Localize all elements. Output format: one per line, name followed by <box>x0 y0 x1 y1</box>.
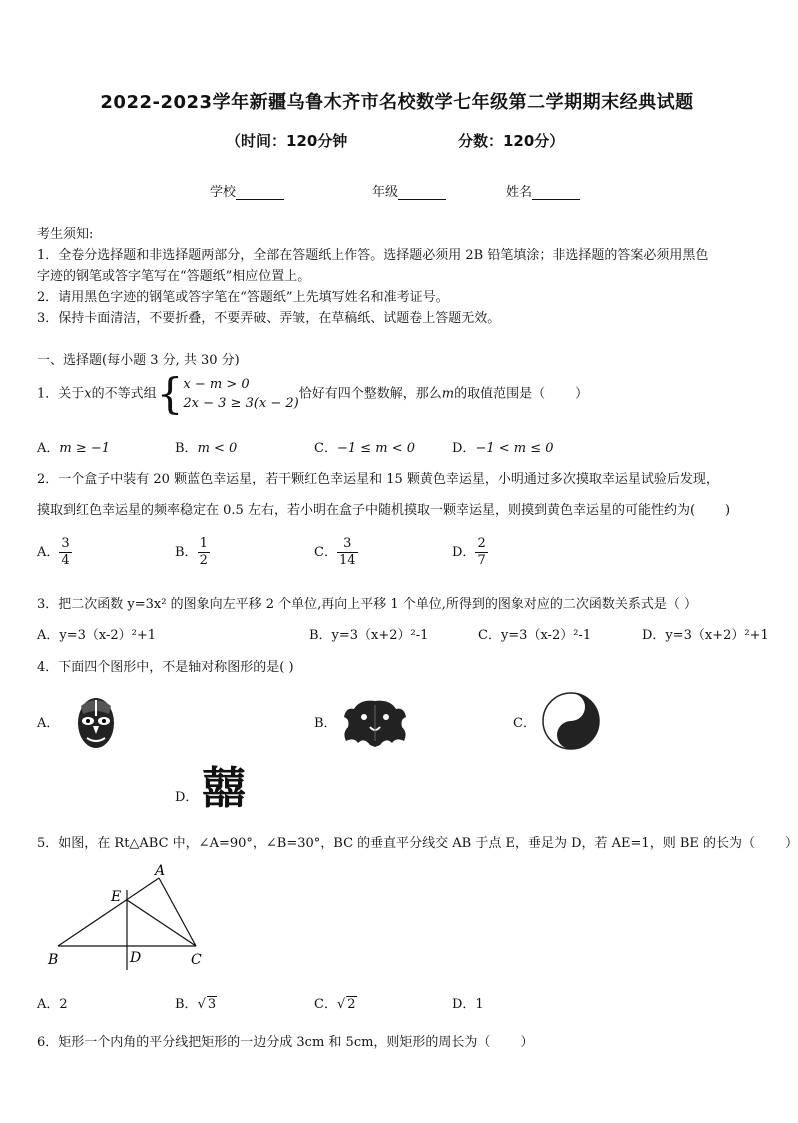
q1-option-b[interactable]: B．m < 0 <box>175 441 238 456</box>
q5-option-a[interactable]: A．2 <box>37 997 68 1012</box>
q2-option-c[interactable]: C． $\frac{3}{14}$ <box>314 536 356 568</box>
q4-option-a-label[interactable]: A． <box>37 716 60 731</box>
triangle-figure <box>44 860 219 975</box>
label-e: E <box>111 889 122 905</box>
note-1b: 字迹的钢笔或答字笔写在“答题纸”相应位置上。 <box>37 269 311 284</box>
q5-option-d[interactable]: D．1 <box>452 997 484 1012</box>
q4-option-b-label[interactable]: B． <box>314 716 337 731</box>
double-happiness-icon[interactable]: 囍 <box>202 763 246 814</box>
note-3: 3．保持卡面清洁，不要折叠，不要弄破、弄皱，在草稿纸、试题卷上答题无效。 <box>37 311 501 326</box>
q2-option-d[interactable]: D． $\frac{2}{7}$ <box>452 536 486 568</box>
question-3: 3．把二次函数 y=3x² 的图象向左平移 2 个单位,再向上平移 1 个单位,所得到的图象对应的二次函数关系式是（ ） <box>37 597 698 612</box>
q4-option-c-label[interactable]: C． <box>513 716 536 731</box>
question-5: 5．如图，在 Rt△ABC 中，∠A=90°，∠B=30°，BC 的垂直平分线交 AB 于点 E，垂足为 D，若 AE=1，则 BE 的长为（ ） <box>37 836 798 851</box>
label-b: B <box>48 952 59 968</box>
q1-option-d[interactable]: D．−1 < m ≤ 0 <box>452 441 554 456</box>
q2-option-a[interactable]: A． $\frac{3}{4}$ <box>37 536 70 568</box>
note-1a: 1．全卷分选择题和非选择题两部分，全部在答题纸上作答。选择题必须用 2B 铅笔填涂；非选择题的答案必须用黑色 <box>37 248 709 263</box>
school-field: 学校 <box>210 181 284 200</box>
q1-option-c[interactable]: C．−1 ≤ m < 0 <box>314 441 416 456</box>
note-2: 2．请用黑色字迹的钢笔或答字笔在“答题纸”上先填写姓名和准考证号。 <box>37 290 449 305</box>
q3-option-d[interactable]: D．y=3（x+2）²+1 <box>642 628 769 643</box>
question-2-line2: 摸取到红色幸运星的频率稳定在 0.5 左右，若小明在盒子中随机摸取一颗幸运星，则摸到黄色幸运星的可能性约为( ) <box>37 503 731 518</box>
question-6: 6．矩形一个内角的平分线把矩形的一边分成 3cm 和 5cm，则矩形的周长为（ ） <box>37 1035 534 1050</box>
label-a: A <box>155 863 166 879</box>
segment-ba <box>58 878 159 946</box>
name-field: 姓名 <box>506 181 580 200</box>
question-4: 4．下面四个图形中，不是轴对称图形的是( ) <box>37 660 294 675</box>
label-d: D <box>130 950 142 966</box>
q3-option-b[interactable]: B．y=3（x+2）²-1 <box>309 628 429 643</box>
q3-option-c[interactable]: C．y=3（x-2）²-1 <box>478 628 592 643</box>
q2-option-b[interactable]: B． $\frac{1}{2}$ <box>175 536 208 568</box>
section-heading: 一、选择题(每小题 3 分, 共 30 分) <box>37 353 240 368</box>
yin-yang-icon[interactable] <box>541 691 601 751</box>
question-1: 1．关于x的不等式组{ x − m > 0 2x − 3 ≥ 3(x − 2) 恰好有四个整数解，那么m的取值范围是（ ） <box>37 369 589 418</box>
segment-ac <box>159 878 196 946</box>
question-2-line1: 2．一个盒子中装有 20 颗蓝色幸运星，若干颗红色幸运星和 15 颗黄色幸运星，小明通过多次摸取幸运星试验后发现， <box>37 472 719 487</box>
exam-score: 分数：120分） <box>458 132 565 150</box>
segment-ec <box>127 900 196 946</box>
grade-field: 年级 <box>372 181 446 200</box>
q1-option-a[interactable]: A．m ≥ −1 <box>37 441 111 456</box>
exam-time: （时间：120分钟 <box>226 132 348 150</box>
notes-heading: 考生须知: <box>37 227 94 242</box>
q5-option-c[interactable]: C．√ 2 <box>314 997 356 1012</box>
brace-glyph: { <box>156 369 184 418</box>
exam-title: 2022-2023学年新疆乌鲁木齐市名校数学七年级第二学期期末经典试题 <box>100 92 694 113</box>
inequality-system: x − m > 0 2x − 3 ≥ 3(x − 2) <box>183 377 299 411</box>
q4-option-d-label[interactable]: D． <box>175 790 199 805</box>
opera-mask-icon[interactable] <box>73 694 119 750</box>
twin-dragon-icon[interactable] <box>340 697 410 749</box>
q5-option-b[interactable]: B．√ 3 <box>175 997 217 1012</box>
label-c: C <box>191 952 202 968</box>
q3-option-a[interactable]: A．y=3（x-2）²+1 <box>37 628 157 643</box>
